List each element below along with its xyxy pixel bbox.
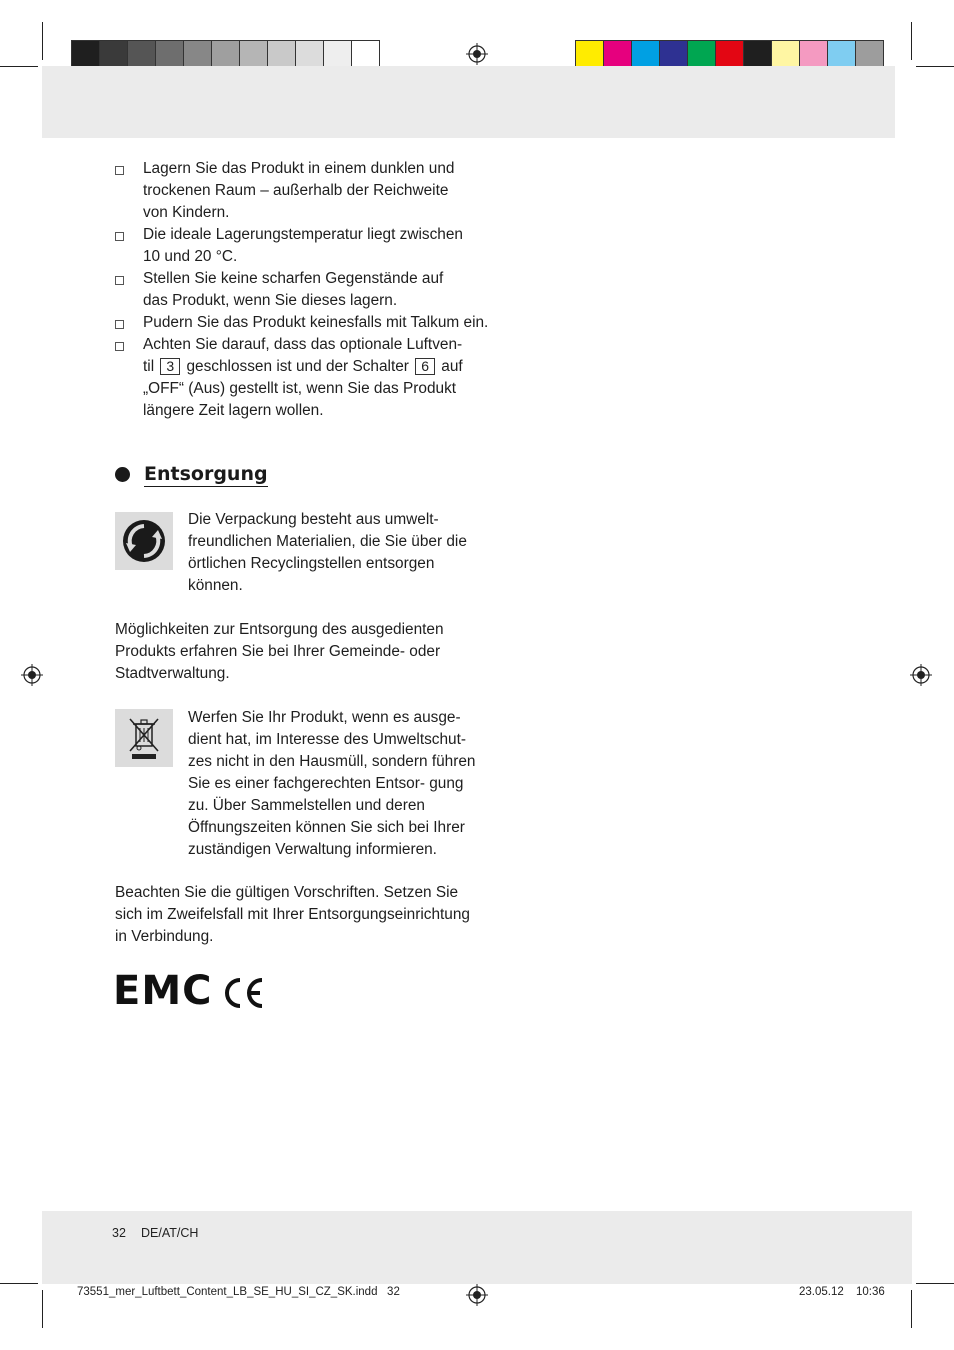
crop-mark <box>0 66 38 67</box>
color-swatch <box>296 41 324 68</box>
process-color-bar <box>575 40 884 69</box>
packaging-paragraph: Die Verpackung besteht aus umwelt- freundlichen Materialien, die Sie über die örtlichen Recyclingstellen entsorgen können. <box>188 511 467 594</box>
section-heading <box>115 462 268 487</box>
registration-mark-icon <box>466 43 488 65</box>
color-swatch <box>184 41 212 68</box>
registration-mark-icon <box>910 664 932 686</box>
header-band <box>42 66 895 138</box>
emc-mark: EMC <box>113 968 213 1014</box>
crossed-bin-icon <box>115 709 173 767</box>
list-item <box>115 224 475 268</box>
color-swatch <box>352 41 379 68</box>
indd-filename: 73551_mer_Luftbett_Content_LB_SE_HU_SI_CZ_SK.indd 32 <box>77 1286 400 1298</box>
part-reference-6: 6 <box>415 358 435 375</box>
grayscale-color-bar <box>71 40 380 69</box>
list-item <box>115 268 475 312</box>
list-item <box>115 158 475 224</box>
crop-mark <box>0 1283 38 1284</box>
crop-mark <box>916 66 954 67</box>
bullet-square-icon <box>115 342 124 351</box>
product-disposal-paragraph: Werfen Sie Ihr Produkt, wenn es ausge- dient hat, im Interesse des Umweltschut- zes nicht in den Hausmüll, sondern führen Sie es einer fachgerechten Entsor- gung zu. Über Sammelstellen und deren Öffnungszeiten können Sie sich bei Ihrer zuständigen Verwaltung informieren. <box>188 709 476 858</box>
bullet-text: Stellen Sie keine scharfen Gegenstände auf das Produkt, wenn Sie dieses lagern. <box>143 270 444 309</box>
slug-date: 23.05.12 <box>799 1286 844 1298</box>
bullet-text: Die ideale Lagerungstemperatur liegt zwischen 10 und 20 °C. <box>143 226 463 265</box>
part-reference-3: 3 <box>160 358 180 375</box>
color-swatch <box>660 41 688 68</box>
color-swatch <box>128 41 156 68</box>
bullet-text: Pudern Sie das Produkt keinesfalls mit Talkum ein. <box>143 314 489 331</box>
slug-time: 10:36 <box>856 1286 885 1298</box>
color-swatch <box>772 41 800 68</box>
crop-mark <box>42 22 43 60</box>
bullet-square-icon <box>115 232 124 241</box>
crop-mark <box>916 1283 954 1284</box>
color-swatch <box>576 41 604 68</box>
disposal-options-paragraph: Möglichkeiten zur Entsorgung des ausgedienten Produkts erfahren Sie bei Ihrer Gemeinde- oder Stadtverwaltung. <box>115 621 444 682</box>
bullet-text: Lagern Sie das Produkt in einem dunklen und trockenen Raum – außerhalb der Reichweite von Kindern. <box>143 160 455 221</box>
regulations-paragraph: Beachten Sie die gültigen Vorschriften. Setzen Sie sich im Zweifelsfall mit Ihrer Entsorgungseinrichtung in Verbindung. <box>115 884 470 945</box>
page-number: 32 <box>112 1226 126 1240</box>
heading-text: Entsorgung <box>144 463 268 485</box>
color-swatch <box>856 41 883 68</box>
color-swatch <box>100 41 128 68</box>
color-swatch <box>212 41 240 68</box>
color-swatch <box>744 41 772 68</box>
crop-mark <box>911 1290 912 1328</box>
color-swatch <box>156 41 184 68</box>
locale-label: DE/AT/CH <box>141 1226 199 1240</box>
color-swatch <box>828 41 856 68</box>
color-swatch <box>688 41 716 68</box>
registration-mark-icon <box>466 1284 488 1306</box>
color-swatch <box>800 41 828 68</box>
list-item <box>115 334 475 422</box>
heading-bullet-icon <box>115 467 130 482</box>
color-swatch <box>716 41 744 68</box>
bullet-square-icon <box>115 166 124 175</box>
list-item <box>115 312 489 334</box>
bullet-square-icon <box>115 320 124 329</box>
color-swatch <box>72 41 100 68</box>
recycling-icon <box>115 512 173 570</box>
footer-band <box>42 1211 912 1284</box>
bullet-square-icon <box>115 276 124 285</box>
crop-mark <box>911 22 912 60</box>
color-swatch <box>324 41 352 68</box>
color-swatch <box>604 41 632 68</box>
registration-mark-icon <box>21 664 43 686</box>
color-swatch <box>240 41 268 68</box>
bullet-text: Achten Sie darauf, dass das optionale Luftven- til 3 geschlossen ist und der Schalter 6 auf „OFF“ (Aus) gestellt ist, wenn Sie das Produkt längere Zeit lagern wollen. <box>143 336 463 419</box>
crop-mark <box>42 1290 43 1328</box>
color-swatch <box>632 41 660 68</box>
color-swatch <box>268 41 296 68</box>
ce-mark-icon <box>222 977 266 1009</box>
